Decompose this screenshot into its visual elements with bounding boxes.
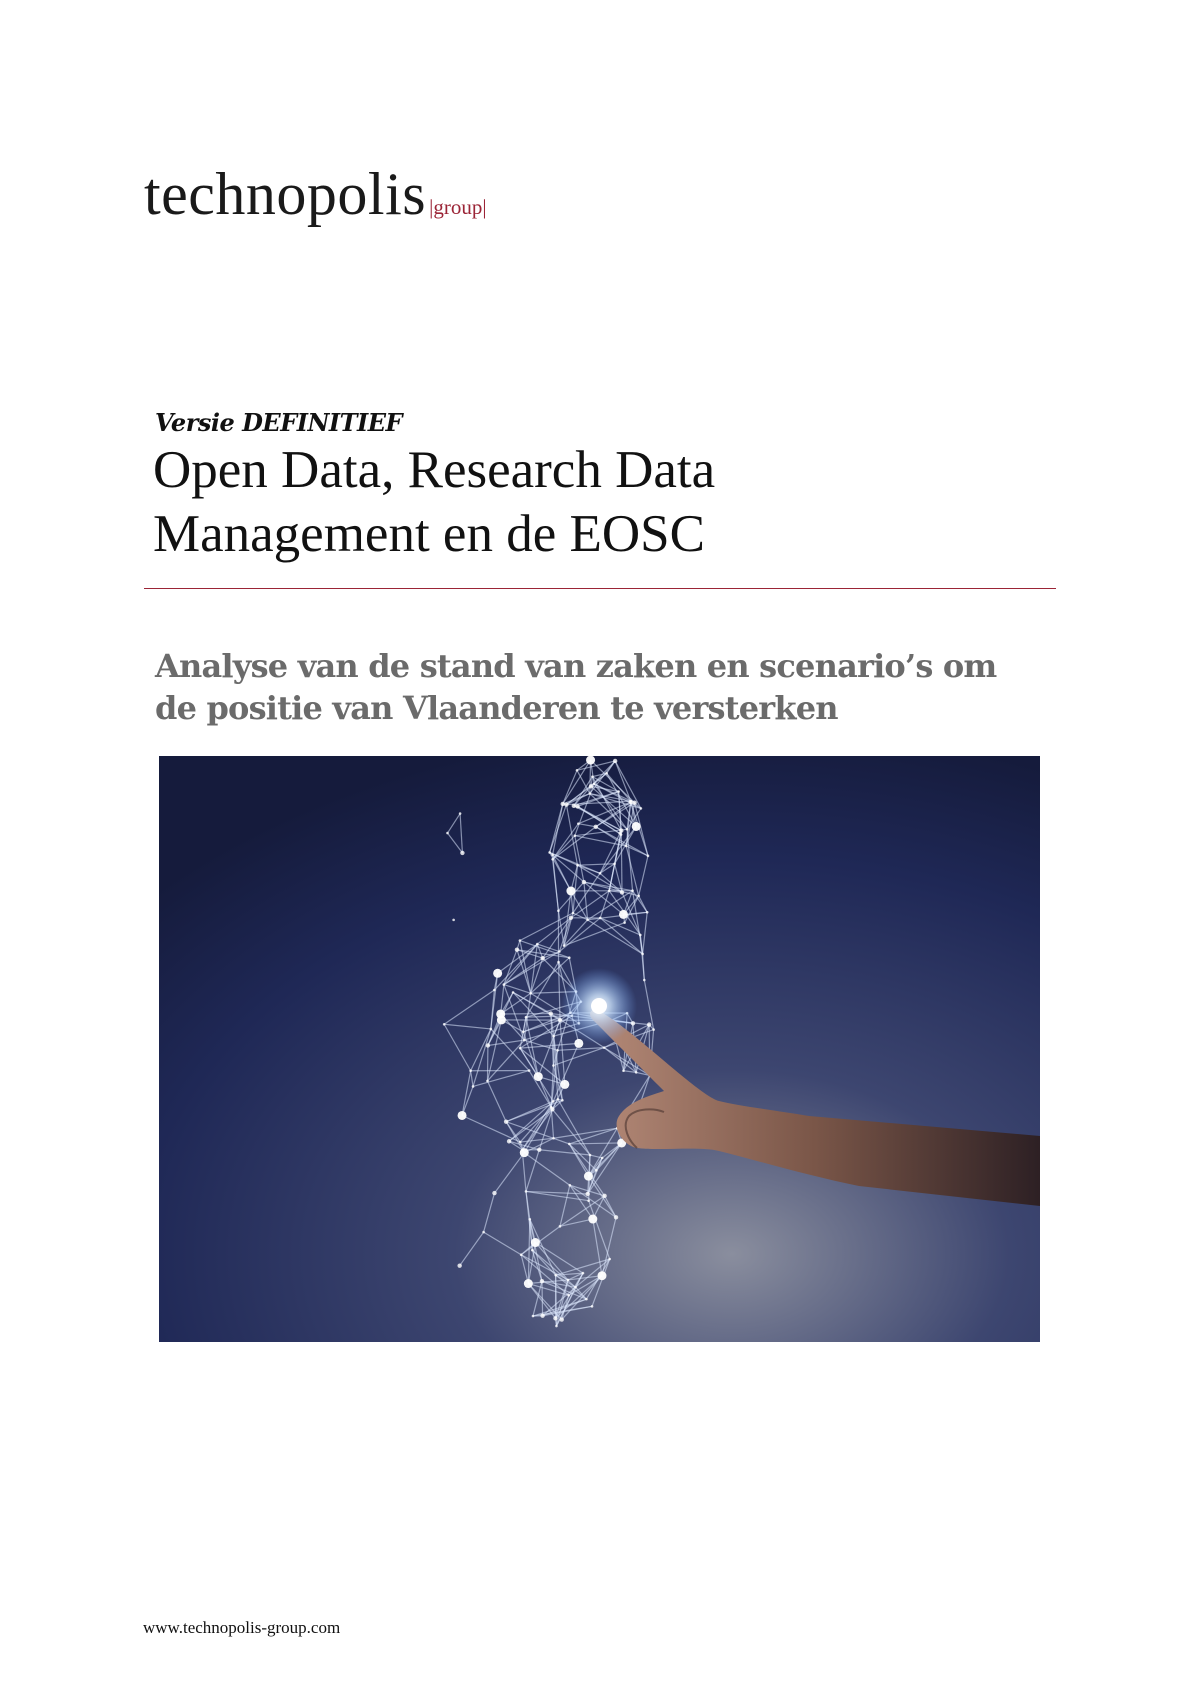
subtitle-line-2: de positie van Vlaanderen te versterken bbox=[155, 689, 838, 727]
version-label: Versie DEFINITIEF bbox=[155, 408, 403, 437]
footer-url[interactable]: www.technopolis-group.com bbox=[143, 1618, 341, 1637]
title-divider bbox=[144, 588, 1056, 589]
network-hand-illustration bbox=[159, 756, 1040, 1342]
technopolis-logo bbox=[144, 160, 487, 229]
cover-image bbox=[159, 756, 1040, 1342]
document-title bbox=[153, 438, 1053, 566]
title-line-2: Management en de EOSC bbox=[153, 505, 705, 563]
title-line-1: Open Data, Research Data bbox=[153, 441, 716, 499]
document-subtitle bbox=[155, 645, 1055, 729]
subtitle-line-1: Analyse van de stand van zaken en scenario’s om bbox=[155, 647, 997, 685]
logo-group-label: |group| bbox=[429, 195, 487, 219]
logo-wordmark: technopolis bbox=[144, 161, 427, 227]
